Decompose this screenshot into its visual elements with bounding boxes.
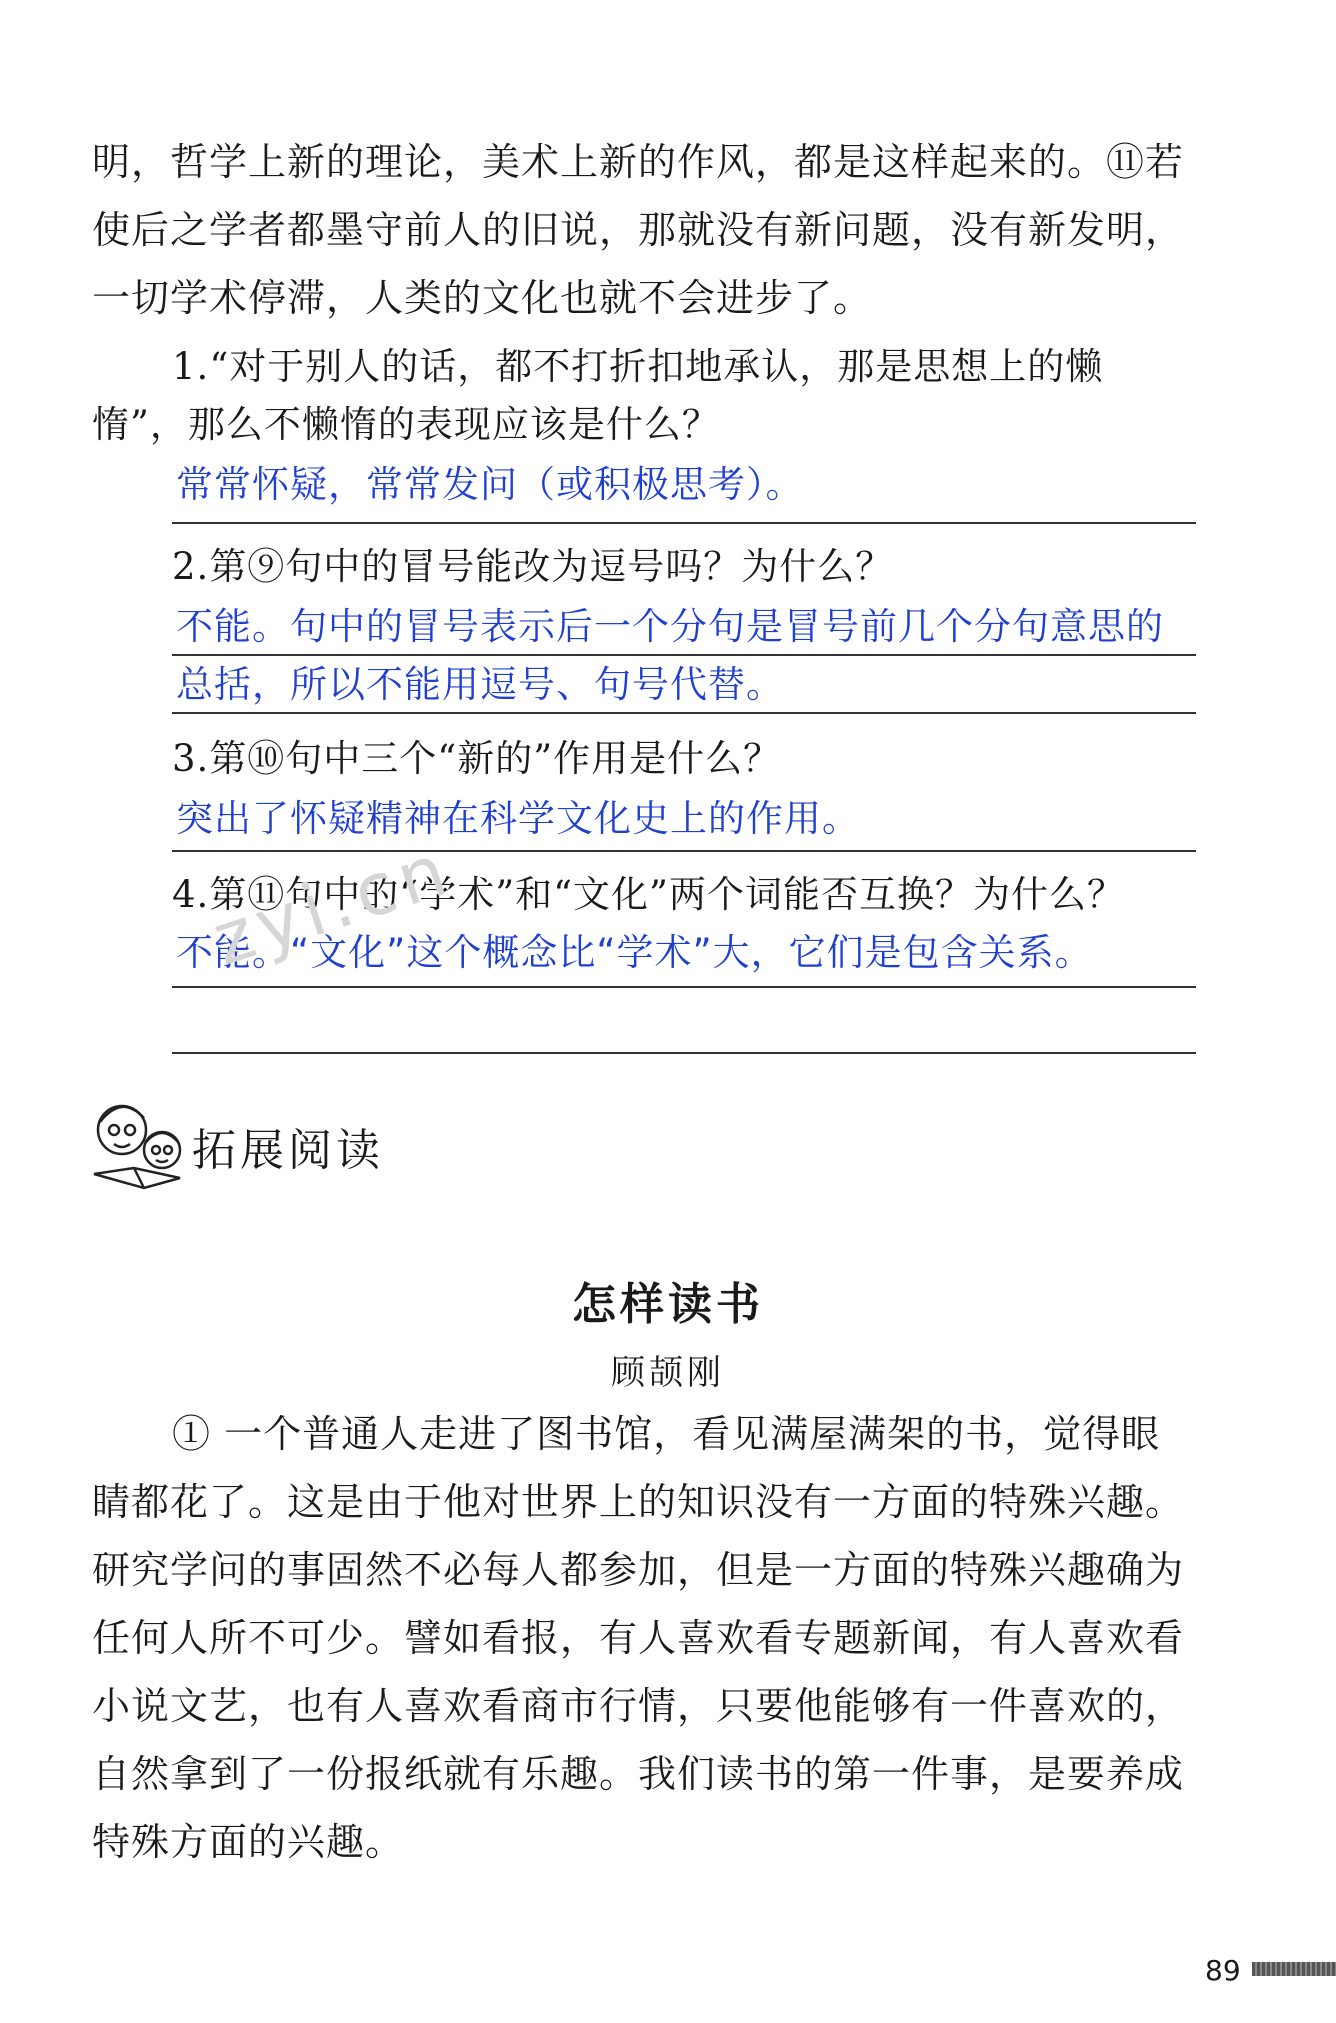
- answer-1-line: [172, 522, 1196, 524]
- answer-1: 常常怀疑，常常发问（或积极思考）。: [176, 463, 804, 506]
- article-title: 怎样读书: [572, 1279, 764, 1330]
- section-title: 拓展阅读: [192, 1125, 384, 1176]
- answer-4-line-2: [172, 1052, 1196, 1054]
- section-header: [84, 1088, 584, 1198]
- question-1-number: 1.: [172, 345, 210, 388]
- answer-2-line-2: [172, 712, 1196, 714]
- answer-3-line: [172, 850, 1196, 852]
- answer-4-line-1: [172, 986, 1196, 988]
- answer-3: 突出了怀疑精神在科学文化史上的作用。: [176, 797, 860, 840]
- question-4-number: 4.: [172, 873, 210, 916]
- answer-2-line-1: [172, 654, 1196, 656]
- answer-4: 不能。“文化”这个概念比“学术”大，它们是包含关系。: [176, 931, 1093, 974]
- watermark: zyi.cn: [203, 826, 462, 982]
- question-2-text: 第⑨句中的冒号能改为逗号吗？为什么？: [209, 545, 894, 588]
- page-number-bar: [1252, 1962, 1336, 1976]
- intro-paragraph: 明，哲学上新的理论，美术上新的作风，都是这样起来的。⑪若使后之学者都墨守前人的旧说，那就没有新问题，没有新发明，一切学术停滞，人类的文化也就不会进步了。: [92, 140, 1185, 320]
- question-3-number: 3.: [172, 737, 210, 780]
- article-paragraph: ① 一个普通人走进了图书馆，看见满屋满架的书，觉得眼睛都花了。这是由于他对世界上的知识没有一方面的特殊兴趣。研究学问的事固然不必每人都参加，但是一方面的特殊兴趣确为任何人所不可少。譬如看报，有人喜欢看专题新闻，有人喜欢看小说文艺，也有人喜欢看商市行情，只要他能够有一件喜欢的，自然拿到了一份报纸就有乐趣。我们读书的第一件事，是要养成特殊方面的兴趣。: [92, 1412, 1185, 1864]
- question-2: [92, 538, 1197, 596]
- question-3: [92, 730, 1197, 788]
- question-1: [92, 338, 1197, 454]
- question-3-text: 第⑩句中三个“新的”作用是什么？: [209, 737, 782, 780]
- page-number: 89: [1205, 1954, 1241, 1987]
- article-author: 顾颉刚: [611, 1353, 725, 1393]
- question-1-text: “对于别人的话，都不打折扣地承认，那是思想上的懒惰”，那么不懒惰的表现应该是什么？: [92, 345, 1104, 446]
- question-2-number: 2.: [172, 545, 210, 588]
- reading-children-icon: [84, 1088, 194, 1198]
- question-4-text: 第⑪句中的“学术”和“文化”两个词能否互换？为什么？: [209, 873, 1125, 916]
- answer-2: 不能。句中的冒号表示后一个分句是冒号前几个分句意思的总括，所以不能用逗号、句号代替。: [176, 605, 1164, 706]
